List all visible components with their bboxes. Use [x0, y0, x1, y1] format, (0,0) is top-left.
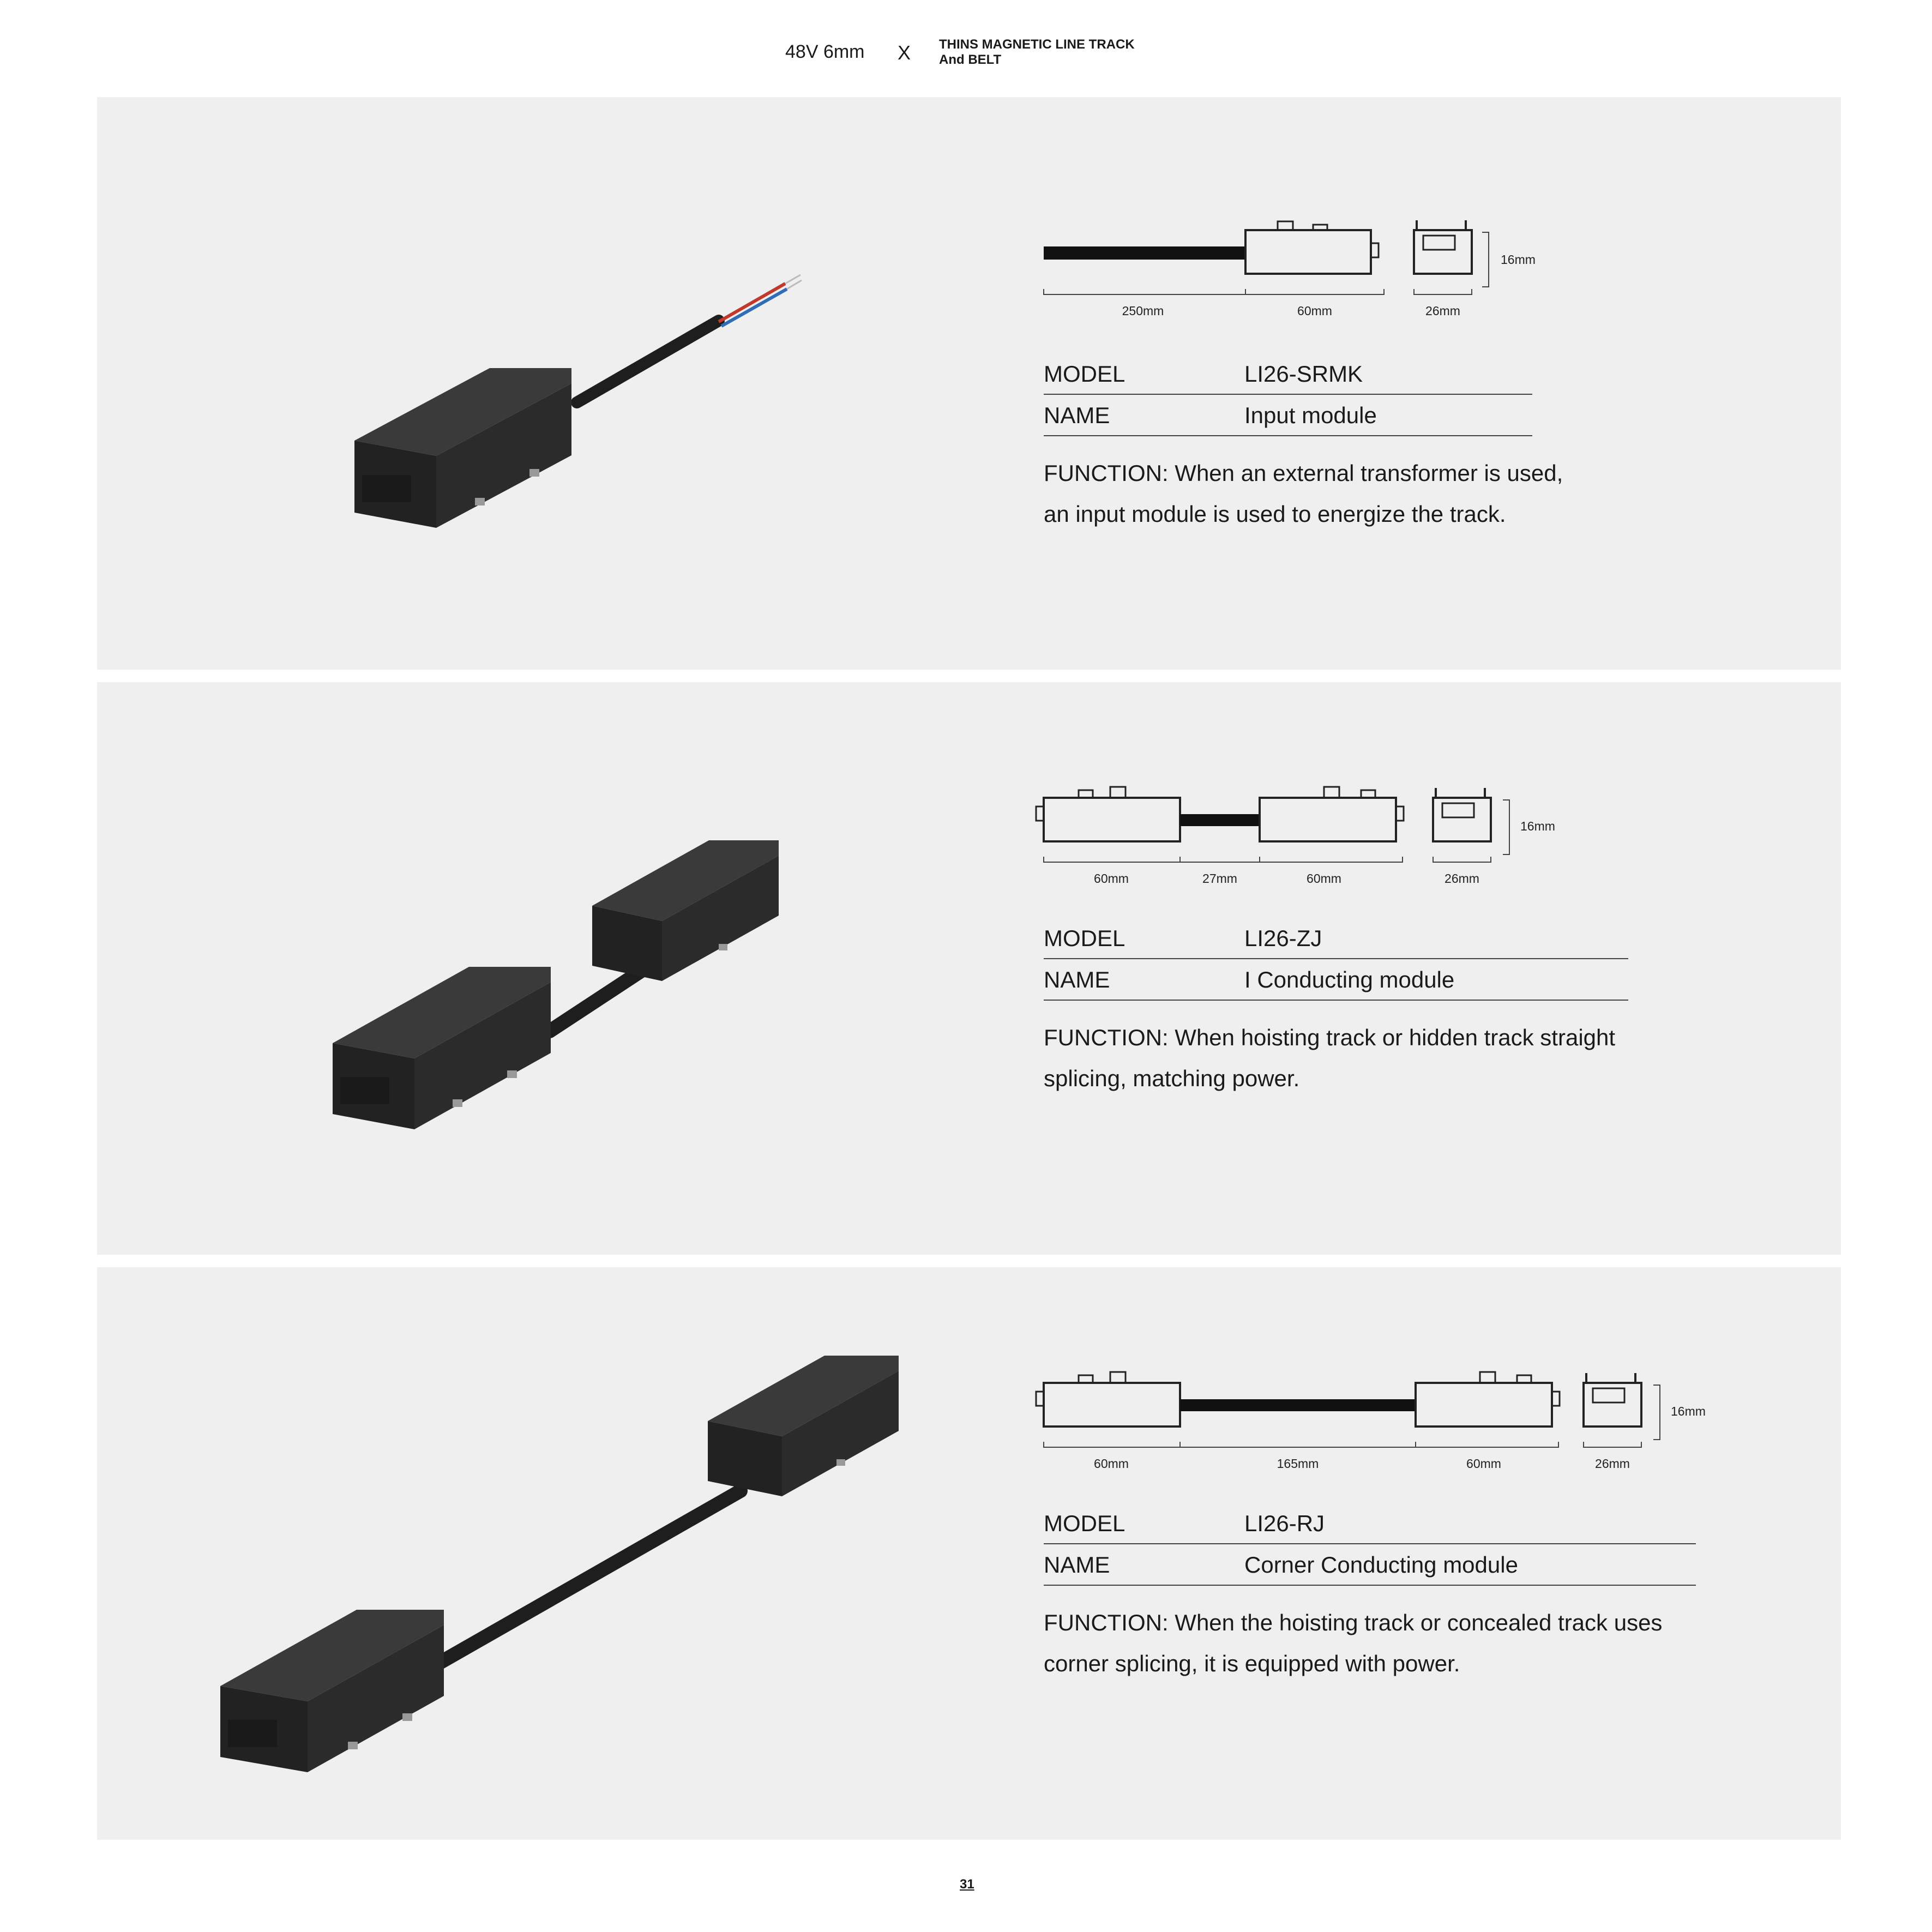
header-series-line1: THINS MAGNETIC LINE TRACK [939, 37, 1135, 52]
product-panel-i-conducting-module [97, 682, 1841, 1255]
dim-cable-length: 165mm [1277, 1456, 1319, 1471]
input-module-info [1044, 353, 1563, 534]
model-value: LI26-ZJ [1244, 925, 1322, 951]
model-row [1044, 353, 1532, 395]
dim-height: 16mm [1520, 819, 1555, 833]
function-line-2: an input module is used to energize the track. [1044, 501, 1506, 527]
dim-body-length: 60mm [1297, 304, 1332, 318]
function-line-1: FUNCTION: When hoisting track or hidden track straight [1044, 1025, 1616, 1050]
function-line-1: FUNCTION: When an external transformer is used, [1044, 460, 1563, 486]
name-label: NAME [1044, 1552, 1110, 1578]
product-panel-input-module [97, 97, 1841, 670]
name-value: Input module [1244, 402, 1377, 428]
input-module-product-image [97, 97, 1024, 670]
corner-conducting-module-product-image [97, 1267, 1024, 1840]
name-label: NAME [1044, 967, 1110, 992]
corner-conducting-module-info [1044, 1503, 1696, 1684]
name-row [1044, 959, 1628, 1001]
input-module-cable [577, 275, 802, 402]
i-conducting-module-product-image [97, 682, 1024, 1255]
header-spec: 48V 6mm [785, 41, 865, 62]
input-module-body [354, 368, 571, 528]
model-label: MODEL [1044, 361, 1126, 387]
dim-width: 26mm [1425, 304, 1460, 318]
function-text [1044, 1017, 1698, 1099]
module-body-left [220, 1610, 444, 1772]
dim-left-body: 60mm [1094, 1456, 1129, 1471]
dim-width: 26mm [1595, 1456, 1630, 1471]
name-value: Corner Conducting module [1244, 1552, 1518, 1578]
connector-cable [435, 1491, 741, 1665]
name-label: NAME [1044, 402, 1110, 428]
model-value: LI26-RJ [1244, 1510, 1325, 1536]
header-series [939, 37, 1135, 68]
header-series-line2: And BELT [939, 52, 1002, 67]
dim-gap: 27mm [1202, 871, 1237, 886]
i-conducting-module-info [1044, 918, 1628, 1099]
name-row [1044, 1544, 1696, 1586]
module-body-right [592, 840, 779, 981]
name-value: I Conducting module [1244, 967, 1455, 992]
function-text [1044, 1602, 1698, 1684]
dim-right-body: 60mm [1307, 871, 1341, 886]
model-label: MODEL [1044, 925, 1126, 951]
dim-height: 16mm [1501, 252, 1536, 267]
function-line-2: corner splicing, it is equipped with power. [1044, 1651, 1460, 1676]
model-row [1044, 918, 1628, 959]
header-separator: X [898, 41, 911, 64]
page-number: 31 [960, 1877, 974, 1892]
module-body-left [333, 967, 551, 1129]
model-label: MODEL [1044, 1510, 1126, 1536]
dim-right-body: 60mm [1466, 1456, 1501, 1471]
dim-left-body: 60mm [1094, 871, 1129, 886]
function-text [1044, 453, 1698, 534]
module-body-right [708, 1356, 899, 1496]
dim-height: 16mm [1671, 1404, 1706, 1418]
model-value: LI26-SRMK [1244, 361, 1363, 387]
dim-cable-length: 250mm [1122, 304, 1164, 318]
model-row [1044, 1503, 1696, 1544]
product-panel-corner-conducting-module [97, 1267, 1841, 1840]
function-line-2: splicing, matching power. [1044, 1066, 1300, 1091]
function-line-1: FUNCTION: When the hoisting track or concealed track uses [1044, 1610, 1663, 1635]
dim-width: 26mm [1445, 871, 1479, 886]
name-row [1044, 395, 1532, 436]
page-header [0, 0, 1932, 93]
